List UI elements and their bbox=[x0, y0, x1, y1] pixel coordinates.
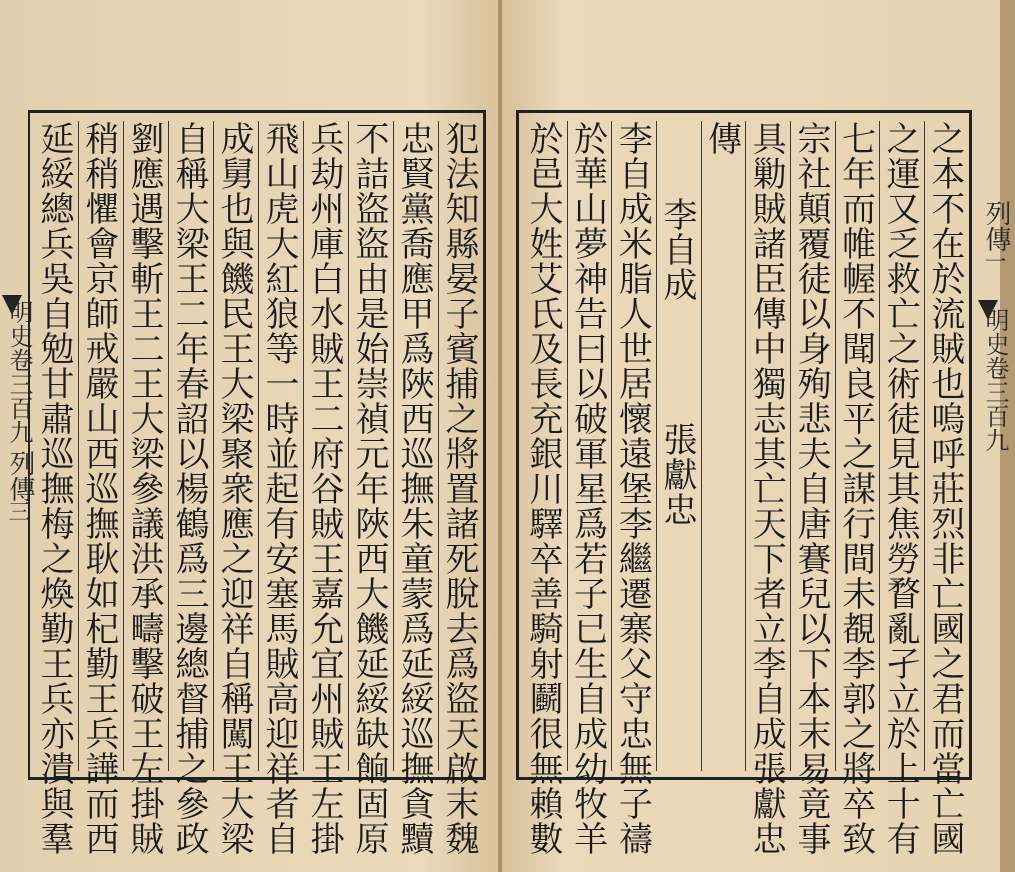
margin-page-number: 一 bbox=[981, 250, 1006, 272]
text-columns bbox=[34, 121, 479, 856]
text-frame bbox=[28, 110, 486, 856]
text-column: 之運又乏救亡之術徒見其焦勞瞀亂孑立於上十有 bbox=[880, 121, 921, 856]
text-column: 飛山虎大紅狼等一時並起有安塞馬賊高迎祥者自 bbox=[259, 121, 299, 856]
text-column: 不詰盜盜由是始崇禎元年陜西大饑延綏缺餉固原 bbox=[349, 121, 389, 856]
text-columns bbox=[523, 121, 965, 856]
text-column: 傳 bbox=[701, 121, 742, 771]
chapter-name-zhang-xianzhong: 張獻忠 bbox=[656, 422, 697, 527]
text-column: 於華山夢神告曰以破軍星爲若子已生自成幼牧羊 bbox=[567, 121, 608, 856]
text-column: 自稱大梁王二年春詔以楊鶴爲三邊總督捕之參政 bbox=[169, 121, 209, 856]
text-frame bbox=[516, 110, 972, 856]
text-column: 於邑大姓艾氏及長充銀川驛卒善騎射鬬很無賴數 bbox=[523, 121, 563, 856]
margin-title: 明史卷三百九 bbox=[5, 300, 33, 444]
margin-title: 明史卷三百九 bbox=[981, 308, 1009, 452]
margin-page-number: 三 bbox=[5, 500, 30, 522]
text-column: 延綏總兵吳自勉甘肅巡撫梅之煥勤王兵亦潰與羣 bbox=[34, 121, 74, 856]
text-column: 忠賢黨喬應甲爲陜西巡撫朱童蒙爲延綏巡撫貪黷 bbox=[394, 121, 434, 856]
text-column: 七年而帷幄不聞良平之謀行間未覩李郭之將卒致 bbox=[835, 121, 876, 856]
text-column: 稍稍懼會京師戒嚴山西巡撫耿如杞勤王兵譁而西 bbox=[79, 121, 119, 856]
text-column: 之本不在於流賊也嗚呼莊烈非亡國之君而當亡國 bbox=[924, 121, 965, 856]
margin-section: 列傳 bbox=[981, 200, 1011, 252]
text-column: 劉應遇擊斬王二王大梁參議洪承疇擊破王左掛賊 bbox=[124, 121, 164, 856]
right-page bbox=[502, 0, 1011, 872]
text-column: 成舅也與饑民王大梁聚衆應之迎祥自稱闖王大梁 bbox=[214, 121, 254, 856]
chapter-name-li-zicheng: 李自成 bbox=[656, 197, 697, 302]
text-column: 兵劫州庫白水賊王二府谷賊王嘉允宜州賊王左掛 bbox=[304, 121, 344, 856]
text-column: 宗社顛覆徒以身殉悲夫自唐賽兒以下本末易竟事 bbox=[790, 121, 831, 856]
text-column: 犯法知縣晏子賓捕之將置諸死脫去爲盜天啟末魏 bbox=[439, 121, 479, 856]
text-column: 具勦賊諸臣傳中獨志其亡天下者立李自成張獻忠 bbox=[746, 121, 787, 856]
text-column: 李自成米脂人世居懷遠堡李繼遷寨父守忠無子禱 bbox=[612, 121, 653, 856]
chapter-names-column bbox=[656, 121, 697, 771]
margin-section: 列傳 bbox=[5, 450, 35, 502]
left-page bbox=[0, 0, 498, 872]
